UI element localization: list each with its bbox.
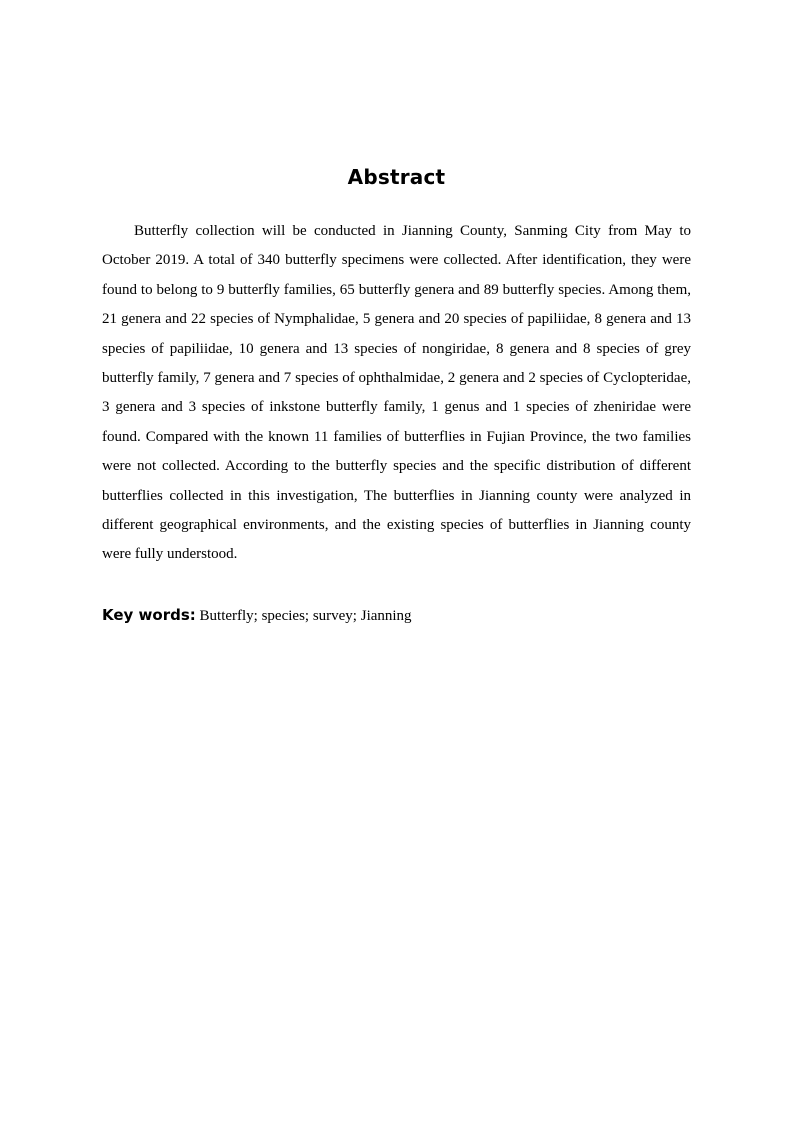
abstract-body: Butterfly collection will be conducted in Jianning County, Sanming City from May to October 2019. A total of 340 butterfly specimens were collected. After identification, they were found to belong to 9 butterfly families, 65 butterfly genera and 89 butterfly species. Among them, 21 genera and 22 species of Nymphalidae, 5 genera and 20 species of papiliidae, 8 genera and 13 species of papiliidae, 10 genera and 13 species of nongiridae, 8 genera and 8 species of grey butterfly family, 7 genera and 7 species of ophthalmidae, 2 genera and 2 species of Cyclopteridae, 3 genera and 3 species of inkstone butterfly family, 1 genus and 1 species of zheniridae were found. Compared with the known 11 families of butterflies in Fujian Province, the two families were not collected. According to the butterfly species and the specific distribution of different butterflies collected in this investigation, The butterflies in Jianning county were analyzed in different geographical environments, and the existing species of butterflies in Jianning county were fully understood. [102,223,691,563]
keywords-text: Butterfly; species; survey; Jianning [199,608,412,624]
abstract-title: Abstract [347,165,446,189]
keywords-label: Key words: [102,606,196,624]
keywords-line [102,603,691,628]
